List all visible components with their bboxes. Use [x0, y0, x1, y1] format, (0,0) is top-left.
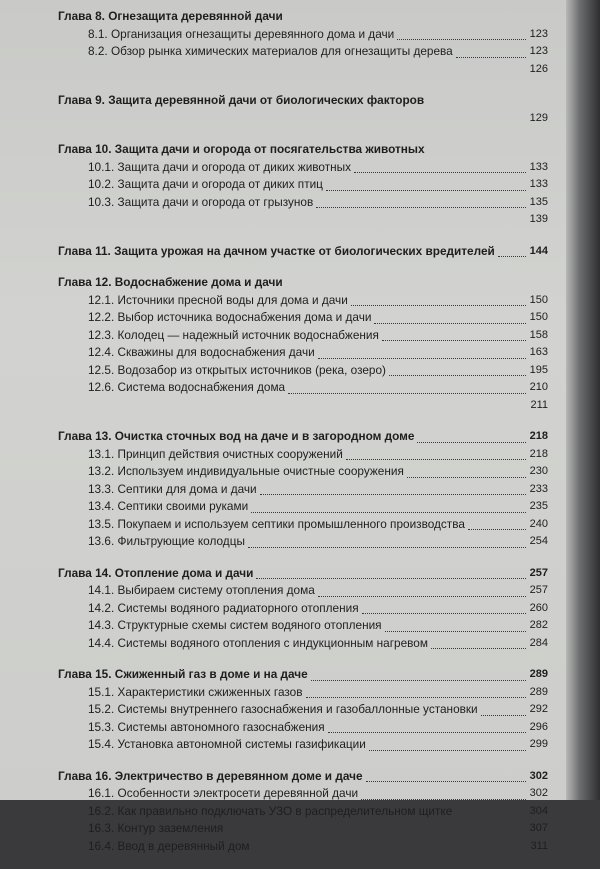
leader-dots — [481, 714, 526, 716]
page-number: 218 — [529, 447, 548, 460]
section-title: 8.1. Организация огнезащиты деревянного дома и дачи — [88, 26, 395, 41]
section-row — [58, 684, 548, 702]
chapter-block — [58, 141, 548, 229]
chapter-title: Глава 8. Огнезащита деревянной дачи — [58, 9, 283, 23]
leader-dots — [328, 731, 526, 733]
leader-dots — [326, 189, 526, 191]
leader-dots — [226, 833, 526, 835]
section-row — [58, 785, 548, 803]
page-number: 123 — [529, 27, 548, 40]
page-number: 163 — [529, 346, 548, 358]
page-number: 139 — [529, 213, 548, 225]
chapter-row — [58, 92, 548, 110]
section-title: 13.1. Принцип действия очистных сооружений — [88, 446, 343, 461]
leader-dots — [306, 696, 526, 698]
book-spine-shadow — [566, 0, 600, 800]
leader-dots — [316, 206, 526, 208]
section-row — [58, 397, 548, 415]
section-title: 13.3. Септики для дома и дачи — [88, 481, 257, 496]
section-row — [58, 701, 548, 719]
leader-dots — [256, 577, 526, 579]
chapter-block — [58, 565, 548, 653]
page-number: 144 — [529, 244, 548, 257]
leader-dots — [362, 612, 526, 614]
chapter-title: Глава 11. Защита урожая на дачном участке от биологических вредителей — [58, 243, 495, 258]
chapter-title: Глава 16. Электричество в деревянном доме и даче — [58, 768, 363, 783]
chapter-title: Глава 9. Защита деревянной дачи от биологических факторов — [58, 93, 425, 107]
chapter-row — [58, 565, 548, 583]
chapter-block — [58, 243, 548, 261]
section-row — [58, 292, 548, 310]
leader-dots — [248, 546, 526, 548]
page-number: 307 — [529, 822, 548, 834]
page-number: 235 — [529, 500, 548, 512]
leader-dots — [260, 493, 526, 495]
section-row — [58, 582, 548, 600]
chapter-block — [58, 274, 548, 414]
leader-dots — [374, 322, 526, 324]
leader-dots — [366, 780, 526, 782]
page-number: 311 — [530, 839, 548, 852]
leader-dots — [385, 630, 526, 632]
leader-dots — [389, 374, 526, 376]
section-title: 16.1. Особенности электросети деревянной дачи — [88, 786, 359, 800]
section-row — [58, 838, 548, 856]
section-title: 12.4. Скважины для водоснабжения дачи — [88, 345, 315, 359]
leader-dots — [455, 815, 526, 817]
section-row — [58, 719, 548, 737]
leader-dots — [311, 679, 526, 681]
page-number: 150 — [529, 293, 548, 306]
section-title: 15.3. Системы автономного газоснабжения — [88, 719, 325, 734]
chapter-block — [58, 8, 548, 78]
page-number: 195 — [529, 363, 548, 376]
page-number: 257 — [529, 566, 548, 579]
section-title: 12.6. Система водоснабжения дома — [88, 380, 286, 394]
chapter-title: Глава 13. Очистка сточных вод на даче и в загородном доме — [58, 429, 415, 443]
section-title: 14.3. Структурные схемы систем водяного отопления — [88, 618, 382, 632]
page-number: 289 — [529, 685, 548, 698]
page-number: 302 — [529, 769, 548, 782]
section-title: 13.6. Фильтрующие колодцы — [88, 534, 245, 548]
section-row — [58, 309, 548, 327]
leader-dots — [288, 392, 526, 394]
leader-dots — [468, 528, 526, 530]
page-number: 150 — [529, 311, 548, 323]
section-title: 12.3. Колодец — надежный источник водоснабжения — [88, 327, 379, 342]
chapter-title: Глава 12. Водоснабжение дома и дачи — [58, 275, 283, 289]
leader-dots — [431, 647, 526, 649]
section-title: 14.1. Выбираем систему отопления дома — [88, 583, 315, 597]
section-title: 10.3. Защита дачи и огорода от грызунов — [88, 194, 314, 209]
leader-dots — [382, 339, 526, 341]
page-number: 210 — [529, 381, 548, 393]
page-number: 292 — [529, 703, 548, 715]
page-number: 135 — [529, 195, 548, 208]
page-number: 257 — [529, 584, 548, 596]
section-title: 15.4. Установка автономной системы газификации — [88, 737, 366, 751]
page-number: 211 — [530, 398, 548, 411]
page-number: 129 — [529, 111, 548, 124]
leader-dots — [318, 595, 526, 597]
leader-dots — [253, 850, 526, 852]
section-title: 16.2. Как правильно подключать УЗО в распределительном щитке — [88, 803, 453, 818]
section-row — [58, 446, 548, 464]
page-number: 233 — [529, 482, 548, 495]
section-row — [58, 110, 548, 128]
section-row — [58, 516, 548, 534]
chapter-title: Глава 14. Отопление дома и дачи — [58, 565, 254, 580]
section-row — [58, 362, 548, 380]
section-title: 14.4. Системы водяного отопления с индукционным нагревом — [88, 635, 428, 650]
section-title: 12.2. Выбор источника водоснабжения дома и дачи — [88, 310, 372, 324]
section-row — [58, 498, 548, 516]
leader-dots — [251, 511, 526, 513]
leader-dots — [318, 357, 526, 359]
section-title: 16.3. Контур заземления — [88, 821, 224, 835]
section-title: 10.1. Защита дачи и огорода от диких животных — [88, 159, 352, 174]
leader-dots — [397, 38, 526, 40]
section-row — [58, 635, 548, 653]
page-number: 304 — [529, 804, 548, 817]
chapter-row — [58, 428, 548, 446]
page-number: 284 — [529, 636, 548, 649]
page-number: 123 — [529, 45, 548, 57]
page-number: 230 — [529, 465, 548, 477]
section-title: 8.2. Обзор рынка химических материалов для огнезащиты дерева — [88, 44, 453, 58]
section-row — [58, 379, 548, 397]
section-row — [58, 803, 548, 821]
page-number: 133 — [529, 178, 548, 190]
chapter-block — [58, 666, 548, 754]
page-number: 218 — [529, 430, 548, 442]
page-number: 254 — [529, 535, 548, 547]
page-number: 299 — [529, 738, 548, 750]
chapter-block — [58, 92, 548, 127]
chapter-title: Глава 10. Защита дачи и огорода от посягательства животных — [58, 142, 425, 156]
page-number: 126 — [529, 62, 548, 75]
section-title: 15.2. Системы внутреннего газоснабжения и газобаллонные установки — [88, 702, 478, 716]
section-row — [58, 176, 548, 194]
section-row — [58, 327, 548, 345]
section-title: 12.1. Источники пресной воды для дома и дачи — [88, 292, 348, 307]
page-number: 296 — [529, 720, 548, 733]
section-row — [58, 600, 548, 618]
section-title: 10.2. Защита дачи и огорода от диких птиц — [88, 177, 323, 191]
leader-dots — [354, 171, 526, 173]
section-title: 12.5. Водозабор из открытых источников (река, озеро) — [88, 362, 386, 377]
page-number: 260 — [529, 601, 548, 614]
page-number: 302 — [529, 787, 548, 799]
chapter-row — [58, 666, 548, 684]
chapter-block — [58, 768, 548, 856]
section-title: 13.4. Септики своими руками — [88, 499, 249, 513]
section-row — [58, 463, 548, 481]
page-number: 289 — [529, 668, 548, 680]
section-row — [58, 26, 548, 44]
page-number: 282 — [529, 619, 548, 631]
leader-dots — [407, 476, 526, 478]
section-title: 13.2. Используем индивидуальные очистные сооружения — [88, 464, 404, 478]
leader-dots — [417, 441, 526, 443]
leader-dots — [361, 798, 526, 800]
section-row — [58, 159, 548, 177]
section-title: 14.2. Системы водяного радиаторного отопления — [88, 600, 359, 615]
leader-dots — [456, 56, 526, 58]
chapter-row — [58, 274, 548, 292]
section-title: 15.1. Характеристики сжиженных газов — [88, 684, 303, 699]
section-row — [58, 211, 548, 229]
chapter-row — [58, 141, 548, 159]
page-number: 133 — [529, 160, 548, 173]
leader-dots — [346, 458, 526, 460]
chapter-row — [58, 243, 548, 261]
section-row — [58, 194, 548, 212]
section-row — [58, 43, 548, 61]
section-row — [58, 617, 548, 635]
chapter-title: Глава 15. Сжиженный газ в доме и на даче — [58, 667, 308, 681]
section-title: 16.4. Ввод в деревянный дом — [88, 838, 250, 853]
leader-dots — [369, 749, 526, 751]
chapter-row — [58, 768, 548, 786]
section-row — [58, 820, 548, 838]
page-number: 240 — [529, 517, 548, 530]
section-row — [58, 61, 548, 79]
chapter-row — [58, 8, 548, 26]
section-row — [58, 533, 548, 551]
section-row — [58, 736, 548, 754]
leader-dots — [498, 255, 526, 257]
chapter-block — [58, 428, 548, 551]
table-of-contents — [58, 8, 548, 869]
page-number: 158 — [529, 328, 548, 341]
section-row — [58, 481, 548, 499]
leader-dots — [351, 304, 526, 306]
section-title: 13.5. Покупаем и используем септики промышленного производства — [88, 516, 465, 531]
section-row — [58, 344, 548, 362]
